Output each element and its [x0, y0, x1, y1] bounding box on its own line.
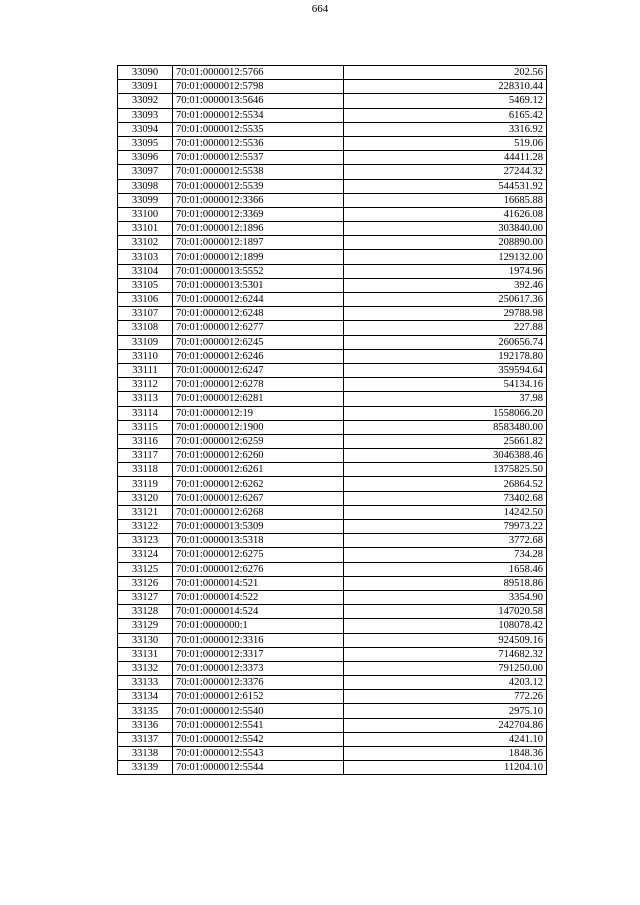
cadastral-number-cell: 70:01:0000012:6268	[173, 505, 344, 519]
cadastral-value-cell: 3354.90	[344, 590, 547, 604]
table-row	[118, 718, 547, 732]
cadastral-value-cell: 73402.68	[344, 491, 547, 505]
cadastral-number-cell: 70:01:0000013:5646	[173, 94, 344, 108]
row-number-cell: 33112	[118, 378, 173, 392]
row-number-cell: 33101	[118, 222, 173, 236]
table-row	[118, 761, 547, 775]
row-number-cell: 33120	[118, 491, 173, 505]
cadastral-value-cell: 37.98	[344, 392, 547, 406]
table-row	[118, 108, 547, 122]
row-number-cell: 33110	[118, 349, 173, 363]
table-row	[118, 420, 547, 434]
table-row	[118, 449, 547, 463]
row-number-cell: 33121	[118, 505, 173, 519]
row-number-cell: 33098	[118, 179, 173, 193]
cadastral-number-cell: 70:01:0000013:5318	[173, 534, 344, 548]
cadastral-number-cell: 70:01:0000013:5552	[173, 264, 344, 278]
cadastral-number-cell: 70:01:0000012:5535	[173, 122, 344, 136]
cadastral-value-cell: 772.26	[344, 690, 547, 704]
table-row	[118, 94, 547, 108]
cadastral-number-cell: 70:01:0000012:19	[173, 406, 344, 420]
cadastral-number-cell: 70:01:0000012:3369	[173, 207, 344, 221]
table-row	[118, 151, 547, 165]
cadastral-number-cell: 70:01:0000012:6260	[173, 449, 344, 463]
table-row	[118, 236, 547, 250]
cadastral-number-cell: 70:01:0000012:6259	[173, 434, 344, 448]
row-number-cell: 33105	[118, 278, 173, 292]
cadastral-number-cell: 70:01:0000012:6261	[173, 463, 344, 477]
table-row	[118, 179, 547, 193]
row-number-cell: 33127	[118, 590, 173, 604]
row-number-cell: 33115	[118, 420, 173, 434]
cadastral-value-cell: 734.28	[344, 548, 547, 562]
cadastral-value-cell: 41626.08	[344, 207, 547, 221]
cadastral-value-cell: 147020.58	[344, 605, 547, 619]
table-row	[118, 491, 547, 505]
row-number-cell: 33113	[118, 392, 173, 406]
table-row	[118, 363, 547, 377]
table-row	[118, 732, 547, 746]
cadastral-value-cell: 1558066.20	[344, 406, 547, 420]
row-number-cell: 33090	[118, 66, 173, 80]
cadastral-number-cell: 70:01:0000012:6247	[173, 363, 344, 377]
cadastral-value-cell: 303840.00	[344, 222, 547, 236]
cadastral-value-cell: 129132.00	[344, 250, 547, 264]
cadastral-number-cell: 70:01:0000012:3366	[173, 193, 344, 207]
cadastral-value-cell: 27244.32	[344, 165, 547, 179]
cadastral-value-cell: 4203.12	[344, 676, 547, 690]
row-number-cell: 33118	[118, 463, 173, 477]
cadastral-value-cell: 4241.10	[344, 732, 547, 746]
table-row	[118, 477, 547, 491]
page-number: 664	[311, 3, 329, 15]
cadastral-number-cell: 70:01:0000012:1897	[173, 236, 344, 250]
row-number-cell: 33099	[118, 193, 173, 207]
cadastral-number-cell: 70:01:0000014:524	[173, 605, 344, 619]
table-row	[118, 534, 547, 548]
cadastral-value-cell: 924509.16	[344, 633, 547, 647]
table-row	[118, 392, 547, 406]
row-number-cell: 33117	[118, 449, 173, 463]
table-row	[118, 165, 547, 179]
row-number-cell: 33102	[118, 236, 173, 250]
table-row	[118, 605, 547, 619]
row-number-cell: 33136	[118, 718, 173, 732]
cadastral-value-cell: 228310.44	[344, 80, 547, 94]
cadastral-value-cell: 44411.28	[344, 151, 547, 165]
cadastral-value-cell: 14242.50	[344, 505, 547, 519]
row-number-cell: 33123	[118, 534, 173, 548]
row-number-cell: 33109	[118, 335, 173, 349]
row-number-cell: 33122	[118, 520, 173, 534]
cadastral-value-cell: 3316.92	[344, 122, 547, 136]
cadastral-number-cell: 70:01:0000012:5536	[173, 136, 344, 150]
cadastral-value-table	[117, 65, 547, 775]
table-row	[118, 250, 547, 264]
cadastral-value-cell: 6165.42	[344, 108, 547, 122]
cadastral-value-cell: 242704.86	[344, 718, 547, 732]
row-number-cell: 33107	[118, 307, 173, 321]
table-row	[118, 690, 547, 704]
row-number-cell: 33114	[118, 406, 173, 420]
cadastral-value-cell: 250617.36	[344, 293, 547, 307]
row-number-cell: 33111	[118, 363, 173, 377]
table-row	[118, 647, 547, 661]
cadastral-value-cell: 1658.46	[344, 562, 547, 576]
cadastral-number-cell: 70:01:0000012:1899	[173, 250, 344, 264]
cadastral-value-cell: 714682.32	[344, 647, 547, 661]
row-number-cell: 33139	[118, 761, 173, 775]
cadastral-number-cell: 70:01:0000012:6277	[173, 321, 344, 335]
cadastral-value-cell: 227.88	[344, 321, 547, 335]
cadastral-value-cell: 544531.92	[344, 179, 547, 193]
cadastral-value-cell: 1375825.50	[344, 463, 547, 477]
cadastral-number-cell: 70:01:0000014:521	[173, 576, 344, 590]
table-row	[118, 136, 547, 150]
table-body	[118, 66, 547, 775]
cadastral-number-cell: 70:01:0000012:6262	[173, 477, 344, 491]
row-number-cell: 33106	[118, 293, 173, 307]
table-row	[118, 349, 547, 363]
cadastral-number-cell: 70:01:0000000:1	[173, 619, 344, 633]
cadastral-value-cell: 3772.68	[344, 534, 547, 548]
cadastral-number-cell: 70:01:0000012:6281	[173, 392, 344, 406]
table-row	[118, 590, 547, 604]
row-number-cell: 33126	[118, 576, 173, 590]
table-row	[118, 548, 547, 562]
cadastral-number-cell: 70:01:0000012:5542	[173, 732, 344, 746]
cadastral-value-cell: 16685.88	[344, 193, 547, 207]
row-number-cell: 33131	[118, 647, 173, 661]
table-row	[118, 264, 547, 278]
row-number-cell: 33138	[118, 747, 173, 761]
cadastral-value-cell: 79973.22	[344, 520, 547, 534]
row-number-cell: 33104	[118, 264, 173, 278]
cadastral-number-cell: 70:01:0000012:5543	[173, 747, 344, 761]
cadastral-value-cell: 791250.00	[344, 661, 547, 675]
table-row	[118, 562, 547, 576]
cadastral-number-cell: 70:01:0000012:6275	[173, 548, 344, 562]
cadastral-value-cell: 5469.12	[344, 94, 547, 108]
cadastral-value-cell: 89518.86	[344, 576, 547, 590]
cadastral-number-cell: 70:01:0000012:5544	[173, 761, 344, 775]
table-row	[118, 576, 547, 590]
cadastral-value-cell: 519.06	[344, 136, 547, 150]
row-number-cell: 33108	[118, 321, 173, 335]
row-number-cell: 33096	[118, 151, 173, 165]
table-row	[118, 321, 547, 335]
table-row	[118, 434, 547, 448]
row-number-cell: 33092	[118, 94, 173, 108]
cadastral-number-cell: 70:01:0000012:6245	[173, 335, 344, 349]
cadastral-value-cell: 3046388.46	[344, 449, 547, 463]
table-row	[118, 307, 547, 321]
cadastral-number-cell: 70:01:0000012:3316	[173, 633, 344, 647]
row-number-cell: 33134	[118, 690, 173, 704]
cadastral-value-cell: 11204.10	[344, 761, 547, 775]
row-number-cell: 33103	[118, 250, 173, 264]
cadastral-number-cell: 70:01:0000012:1900	[173, 420, 344, 434]
cadastral-number-cell: 70:01:0000012:1896	[173, 222, 344, 236]
table-row	[118, 747, 547, 761]
row-number-cell: 33095	[118, 136, 173, 150]
row-number-cell: 33130	[118, 633, 173, 647]
row-number-cell: 33125	[118, 562, 173, 576]
cadastral-number-cell: 70:01:0000012:6248	[173, 307, 344, 321]
cadastral-value-cell: 359594.64	[344, 363, 547, 377]
table-row	[118, 676, 547, 690]
cadastral-value-cell: 29788.98	[344, 307, 547, 321]
row-number-cell: 33129	[118, 619, 173, 633]
table-row	[118, 463, 547, 477]
table-row	[118, 378, 547, 392]
table-row	[118, 619, 547, 633]
cadastral-number-cell: 70:01:0000012:3317	[173, 647, 344, 661]
cadastral-number-cell: 70:01:0000013:5301	[173, 278, 344, 292]
table-row	[118, 704, 547, 718]
table-row	[118, 193, 547, 207]
row-number-cell: 33094	[118, 122, 173, 136]
row-number-cell: 33091	[118, 80, 173, 94]
cadastral-value-cell: 108078.42	[344, 619, 547, 633]
cadastral-value-cell: 25661.82	[344, 434, 547, 448]
table-row	[118, 278, 547, 292]
row-number-cell: 33128	[118, 605, 173, 619]
cadastral-number-cell: 70:01:0000012:6244	[173, 293, 344, 307]
row-number-cell: 33116	[118, 434, 173, 448]
cadastral-number-cell: 70:01:0000014:522	[173, 590, 344, 604]
table-row	[118, 633, 547, 647]
row-number-cell: 33137	[118, 732, 173, 746]
cadastral-number-cell: 70:01:0000012:5539	[173, 179, 344, 193]
row-number-cell: 33132	[118, 661, 173, 675]
cadastral-number-cell: 70:01:0000012:5798	[173, 80, 344, 94]
row-number-cell: 33093	[118, 108, 173, 122]
cadastral-value-cell: 2975.10	[344, 704, 547, 718]
cadastral-number-cell: 70:01:0000012:5537	[173, 151, 344, 165]
cadastral-value-cell: 192178.80	[344, 349, 547, 363]
cadastral-number-cell: 70:01:0000012:6267	[173, 491, 344, 505]
cadastral-number-cell: 70:01:0000012:6246	[173, 349, 344, 363]
table-row	[118, 406, 547, 420]
table-row	[118, 505, 547, 519]
cadastral-value-cell: 260656.74	[344, 335, 547, 349]
table-row	[118, 335, 547, 349]
row-number-cell: 33133	[118, 676, 173, 690]
row-number-cell: 33124	[118, 548, 173, 562]
table-row	[118, 80, 547, 94]
cadastral-value-cell: 202.56	[344, 66, 547, 80]
cadastral-number-cell: 70:01:0000012:3376	[173, 676, 344, 690]
cadastral-number-cell: 70:01:0000012:5534	[173, 108, 344, 122]
cadastral-number-cell: 70:01:0000012:6152	[173, 690, 344, 704]
cadastral-number-cell: 70:01:0000012:6278	[173, 378, 344, 392]
row-number-cell: 33119	[118, 477, 173, 491]
table-row	[118, 122, 547, 136]
cadastral-number-cell: 70:01:0000012:5541	[173, 718, 344, 732]
cadastral-value-cell: 26864.52	[344, 477, 547, 491]
table-row	[118, 661, 547, 675]
table-row	[118, 222, 547, 236]
table-row	[118, 520, 547, 534]
cadastral-number-cell: 70:01:0000012:5766	[173, 66, 344, 80]
cadastral-value-cell: 1848.36	[344, 747, 547, 761]
cadastral-value-cell: 54134.16	[344, 378, 547, 392]
cadastral-value-cell: 8583480.00	[344, 420, 547, 434]
cadastral-number-cell: 70:01:0000012:5538	[173, 165, 344, 179]
cadastral-number-cell: 70:01:0000013:5309	[173, 520, 344, 534]
table-row	[118, 207, 547, 221]
row-number-cell: 33097	[118, 165, 173, 179]
cadastral-value-cell: 392.46	[344, 278, 547, 292]
cadastral-number-cell: 70:01:0000012:3373	[173, 661, 344, 675]
table-row	[118, 293, 547, 307]
cadastral-value-cell: 1974.96	[344, 264, 547, 278]
cadastral-number-cell: 70:01:0000012:5540	[173, 704, 344, 718]
cadastral-number-cell: 70:01:0000012:6276	[173, 562, 344, 576]
row-number-cell: 33100	[118, 207, 173, 221]
table-row	[118, 66, 547, 80]
row-number-cell: 33135	[118, 704, 173, 718]
cadastral-value-cell: 208890.00	[344, 236, 547, 250]
